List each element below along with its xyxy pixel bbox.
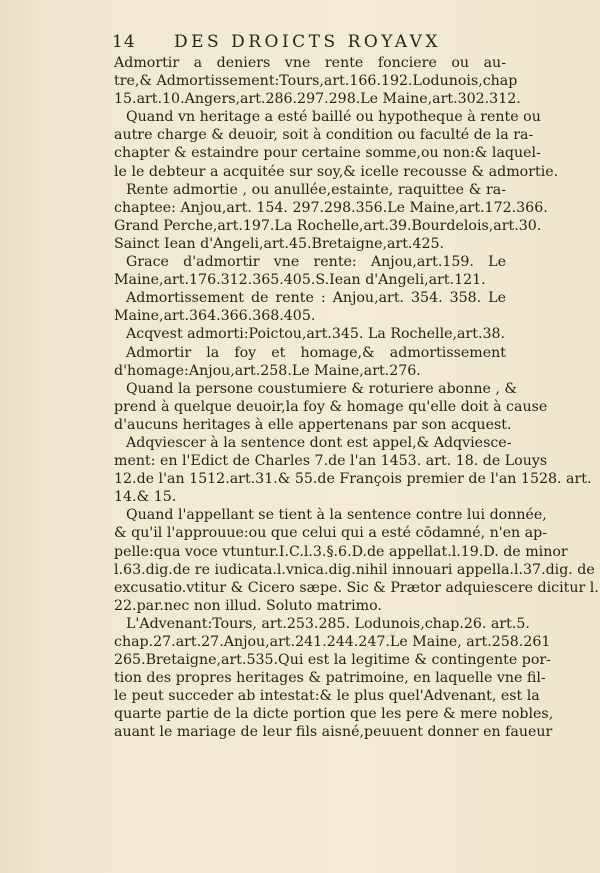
text-line: 15.art.10.Angers,art.286.297.298.Le Maine,art.302.312. [114, 91, 521, 108]
text-line: Admortir la foy et homage,& admortissement [126, 344, 506, 361]
text-line: Rente admortie , ou anullée,estainte, raquittee & ra- [126, 181, 506, 198]
text-line: d'homage:Anjou,art.258.Le Maine,art.276. [114, 362, 421, 379]
text-line: Admortir a deniers vne rente fonciere ou au- [114, 55, 506, 71]
page-number: 14 [112, 32, 136, 52]
text-line: autre charge & deuoir, soit à condition ou faculté de la ra- [114, 127, 534, 144]
text-line: Quand la persone coustumiere & roturiere abonne , & [126, 380, 518, 397]
text-line: Admortissement de rente : Anjou,art. 354. 358. Le [126, 290, 506, 307]
page-header [112, 32, 492, 56]
text-line: chapter & estaindre pour certaine somme,ou non:& laquel- [114, 145, 541, 162]
text-line: 22.par.nec non illud. Soluto matrimo. [114, 597, 382, 614]
text-line: Acqvest admorti:Poictou,art.345. La Rochelle,art.38. [126, 326, 506, 343]
text-line: chaptee: Anjou,art. 154. 297.298.356.Le Maine,art.172.366. [114, 199, 548, 216]
text-line: Grand Perche,art.197.La Rochelle,art.39.Bourdelois,art.30. [114, 217, 542, 234]
text-line: Maine,art.364.366.368.405. [114, 308, 316, 325]
text-line: le le debteur a acquitée sur soy,& icelle recousse & admortie. [114, 163, 559, 180]
text-line: prend à quelque deuoir,la foy & homage qu'elle doit à cause [114, 398, 548, 415]
text-line: le peut succeder ab intestat:& le plus quel'Advenant, est la [114, 688, 540, 705]
text-line: d'aucuns heritages à elle appertenans par son acquest. [114, 416, 512, 433]
text-line: 265.Bretaigne,art.535.Qui est la legitime & contingente por- [114, 652, 551, 669]
text-line: & qu'il l'approuue:ou que celui qui a esté cōdamné, n'en ap- [114, 525, 548, 542]
text-line: 12.de l'an 1512.art.31.& 55.de François premier de l'an 1528. art. [114, 471, 592, 488]
text-line: quarte partie de la dicte portion que les pere & mere nobles, [114, 706, 554, 723]
text-body [114, 54, 599, 742]
text-line: pelle:qua voce vtuntur.I.C.l.3.§.6.D.de appellat.l.19.D. de minor [114, 543, 568, 560]
text-line: excusatio.vtitur & Cicero sæpe. Sic & Prætor adquiescere dicitur l. [114, 579, 599, 596]
text-line: tre,& Admortissement:Tours,art.166.192.Lodunois,chap [114, 73, 518, 90]
text-line: chap.27.art.27.Anjou,art.241.244.247.Le Maine, art.258.261 [114, 634, 551, 650]
text-line: L'Advenant:Tours, art.253.285. Lodunois,chap.26. art.5. [126, 615, 530, 632]
text-line: auant le mariage de leur fils aisné,peuuent donner en faueur [114, 724, 553, 741]
text-line: tion des propres heritages & patrimoine, en laquelle vne fil- [114, 670, 546, 687]
text-line: l.63.dig.de re iudicata.l.vnica.dig.nihil innouari appella.l.37.dig. de [114, 561, 595, 578]
text-line: 14.& 15. [114, 489, 177, 506]
text-line: ment: en l'Edict de Charles 7.de l'an 1453. art. 18. de Louys [114, 453, 548, 470]
running-title: DES DROICTS ROYAVX [174, 32, 442, 52]
text-line: Grace d'admortir vne rente: Anjou,art.159. Le [126, 254, 506, 271]
text-line: Sainct Iean d'Angeli,art.45.Bretaigne,art.425. [114, 235, 445, 252]
text-line: Adqviescer à la sentence dont est appel,& Adqviesce- [126, 434, 512, 451]
text-line: Quand l'appellant se tient à la sentence contre lui donnée, [126, 507, 547, 524]
text-line: Maine,art.176.312.365.405.S.Iean d'Angeli,art.121. [114, 272, 486, 289]
text-line: Quand vn heritage a esté baillé ou hypotheque à rente ou [126, 109, 541, 126]
